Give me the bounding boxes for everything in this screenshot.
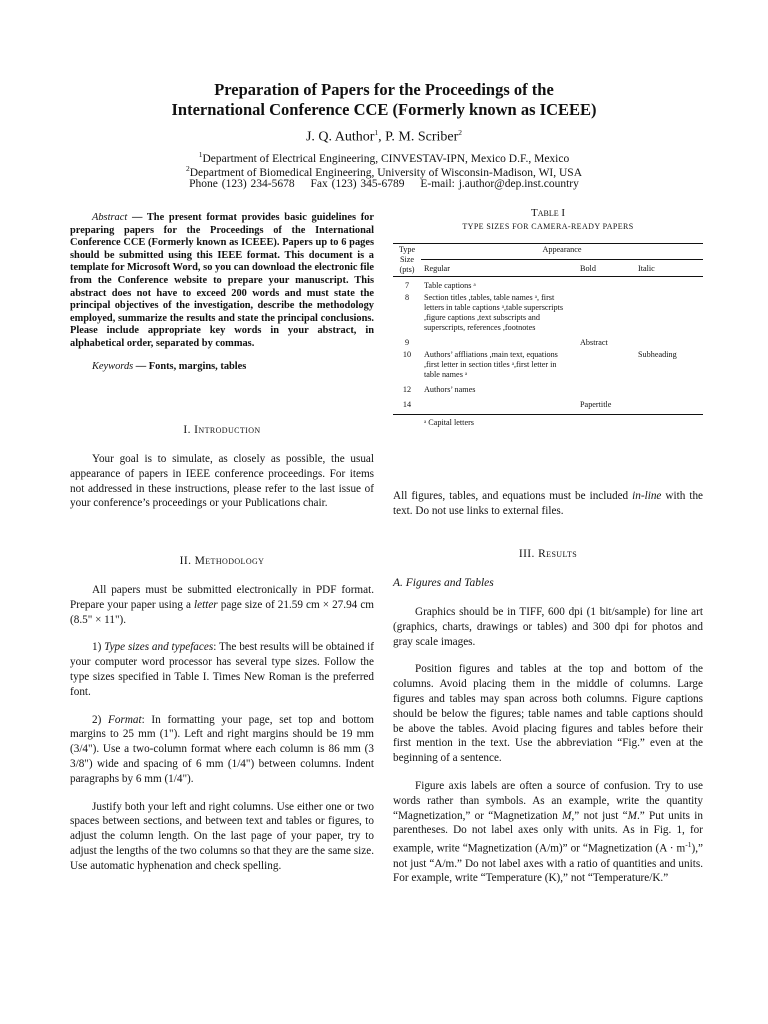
inline-note-em: in-line <box>632 490 662 502</box>
table-title: Table I <box>530 207 566 219</box>
left-column-body <box>70 452 374 524</box>
keywords-text: — Fonts, margins, tables <box>133 360 247 372</box>
keywords-label: Keywords <box>92 360 134 372</box>
affiliation-2-text: Department of Biomedical Engineering, University of Wisconsin-Madison, WI, USA <box>189 166 583 179</box>
res-p3-c: .” Put units in parentheses. Do not label axes only with units. As in Fig. 1, for example, write “Magnetization (A/m)” or “Magnetization (A ⋅ m <box>393 809 703 855</box>
row-italic: Subheading <box>638 350 677 359</box>
row-italic <box>635 381 703 396</box>
method-p1-text-b: page size of 21.59 cm × 27.94 cm (8.5" × 11"). <box>70 598 374 626</box>
section-heading-results: III. Results <box>518 548 578 560</box>
row-regular <box>421 396 577 415</box>
table-footnote: ᵃ Capital letters <box>424 418 474 427</box>
author-list <box>0 128 768 146</box>
results-paragraph-3 <box>393 779 703 886</box>
method-p2-em: Type sizes and typefaces <box>104 641 214 654</box>
row-size: 7 <box>404 281 410 290</box>
header-italic: Italic <box>638 263 655 273</box>
header-regular: Regular <box>424 263 450 273</box>
author-1: J. Q. Author <box>305 129 375 145</box>
header-type-size: Type Size (pts) <box>393 244 421 277</box>
row-regular <box>421 334 577 349</box>
left-column <box>70 212 374 402</box>
results-body <box>393 605 703 899</box>
res-p3-em: M <box>562 809 572 822</box>
table-row <box>393 396 703 415</box>
title-line-2: International Conference CCE (Formerly known as ICEEE) <box>171 100 597 119</box>
inline-note-a: All figures, tables, and equations must be included <box>393 490 633 502</box>
methodology-body <box>70 583 374 887</box>
author-sep: , <box>378 129 386 145</box>
footnote-spacer <box>393 415 421 430</box>
results-paragraph-1: Graphics should be in TIFF, 600 dpi (1 bit/sample) for line art (graphics, charts, drawings or tables) and 300 dpi for photos and gray scale images. <box>393 606 703 648</box>
subsection-label: A. Figures and Tables <box>393 577 494 589</box>
res-p3-em2: M <box>627 809 637 822</box>
res-p3-a: Figure axis labels are often a source of confusion. Try to use words rather than symbols. As an example, write the quantity “Magnetization,” or “Magnetization <box>393 779 703 822</box>
abstract <box>70 212 374 351</box>
inline-note-b: with the text. Do not use links to external files. <box>393 490 704 517</box>
row-italic <box>635 277 703 293</box>
row-regular: Table captions ᵃ <box>424 281 476 290</box>
header-bold: Bold <box>580 263 596 273</box>
results-paragraph-2: Position figures and tables at the top and bottom of the columns. Avoid placing them in the middle of columns. Large figures and tables may span across both columns. Figure captions should be below the figures; table names and table captions should be above the tables. Avoid placing figures and tables before their first mention in the text. Use the abbreviation “Fig.” even at the beginning of a sentence. <box>393 663 703 765</box>
method-p1-em: letter <box>194 598 218 611</box>
row-italic <box>635 334 703 349</box>
method-p3-num: 2) <box>92 713 109 726</box>
affiliation-2-mark: 2 <box>185 164 190 173</box>
row-size: 10 <box>402 350 412 359</box>
title-line-1: Preparation of Papers for the Proceedings of the <box>214 80 554 99</box>
inline-note <box>393 489 703 519</box>
row-regular: Section titles ,tables, table names ᵃ, first letters in table captions ᵃ,table superscripts ,figure captions ,text subscripts and superscripts, references ,footnotes <box>424 293 564 332</box>
row-bold <box>577 381 635 396</box>
method-paragraph-3 <box>70 713 374 787</box>
type-size-table <box>393 243 703 429</box>
section-heading-introduction: I. Introduction <box>183 424 261 436</box>
table-grid <box>393 243 703 429</box>
email: E-mail: j.author@dep.inst.country <box>420 178 579 190</box>
paper-title <box>0 80 768 120</box>
row-size: 9 <box>404 338 410 347</box>
subsection-heading-figures-tables <box>393 577 703 589</box>
method-p3-em: Format <box>108 713 142 726</box>
method-p2-num: 1) <box>92 641 105 654</box>
table-row <box>393 292 703 334</box>
header-appearance: Appearance <box>421 244 703 260</box>
row-bold <box>577 349 635 381</box>
row-regular: Authors’ names <box>424 385 476 394</box>
table-row <box>393 334 703 349</box>
row-italic <box>635 292 703 334</box>
row-bold: Papertitle <box>580 400 612 409</box>
res-p3-d: ),” not just “A/m.” Do not label axes with a ratio of quantities and units. For example, write “Temperature (K),” not “Temperature/K.” <box>393 842 703 885</box>
table-row <box>393 381 703 396</box>
res-p3-sup: -1 <box>685 840 692 850</box>
table-header-row-1 <box>393 244 703 260</box>
contact-line <box>0 178 768 190</box>
method-p2-text: : The best results will be obtained if your computer word processor has several type sizes. Follow the type sizes specified in Table I. Times New Roman is the preferred font. <box>70 641 374 698</box>
affiliation-1-text: Department of Electrical Engineering, CINVESTAV-IPN, Mexico D.F., Mexico <box>202 152 570 165</box>
section-heading-methodology: II. Methodology <box>179 555 265 567</box>
row-regular: Authors’ affliations ,main text, equations ,first letter in section titles ᵃ,first letter in table names ᵃ <box>424 350 558 379</box>
fax: Fax (123) 345-6789 <box>310 178 405 190</box>
row-size: 8 <box>404 293 410 302</box>
author-1-affil: 1 <box>374 128 379 137</box>
inline-note-block <box>393 489 703 532</box>
author-2: P. M. Scriber <box>385 129 459 145</box>
table-row <box>393 277 703 293</box>
row-bold <box>577 292 635 334</box>
table-subtitle: TYPE SIZES FOR CAMERA-READY PAPERS <box>462 222 634 231</box>
row-italic <box>635 396 703 415</box>
method-p3-text: : In formatting your page, set top and bottom margins to 25 mm (1"). Left and right margins should be 19 mm (3/4"). Use a two-column format where each column is 86 mm (3 3/8") wide and spacing of 6 mm (1/4") between columns. Indent paragraphs by 6 mm (1/4"). <box>70 713 374 785</box>
keywords <box>70 361 374 372</box>
affiliation-1-mark: 1 <box>198 150 203 159</box>
method-p1-text-a: All papers must be submitted electronically in PDF format. Prepare your paper using a <box>70 584 374 611</box>
res-p3-b: ,” not just “ <box>571 809 628 822</box>
method-paragraph-4: Justify both your left and right columns. Use either one or two spaces between sections, and between text and tables or figures, to adjust the column length. On the last page of your paper, try to adjust the lengths of the two columns so that they are the same size. Use automatic hyphenation and check spelling. <box>70 800 374 872</box>
row-bold <box>577 277 635 293</box>
method-paragraph-1 <box>70 583 374 627</box>
table-row <box>393 349 703 381</box>
abstract-label: Abstract <box>92 212 128 223</box>
abstract-text: — The present format provides basic guidelines for preparing papers for the Proceedings of the International Conference CCE (Formerly known as ICEEE). Papers up to 6 pages should be submitted using this IEEE format. This document is a template for Microsoft Word, so you can download the electronic file from the Conference website to prepare your manuscript. This abstract does not have to exceed 200 words and must state the principal objectives of the investigation, describe the methodology employed, summarize the results and state the principal conclusions. Please include appropriate key words in your abstract, in alphabetical order, separated by commas. <box>70 212 374 349</box>
table-footnote-row <box>393 415 703 430</box>
phone: Phone (123) 234-5678 <box>189 178 295 190</box>
author-2-affil: 2 <box>458 128 463 137</box>
row-size: 14 <box>402 400 412 409</box>
method-paragraph-2 <box>70 640 374 699</box>
row-size: 12 <box>402 385 412 394</box>
row-bold: Abstract <box>580 338 608 347</box>
intro-paragraph: Your goal is to simulate, as closely as possible, the usual appearance of papers in IEEE conference proceedings. For items not addressed in these instructions, please refer to the last issue of your conference’s proceedings or your Publications chair. <box>70 453 374 510</box>
table-header-row-2 <box>393 259 703 276</box>
